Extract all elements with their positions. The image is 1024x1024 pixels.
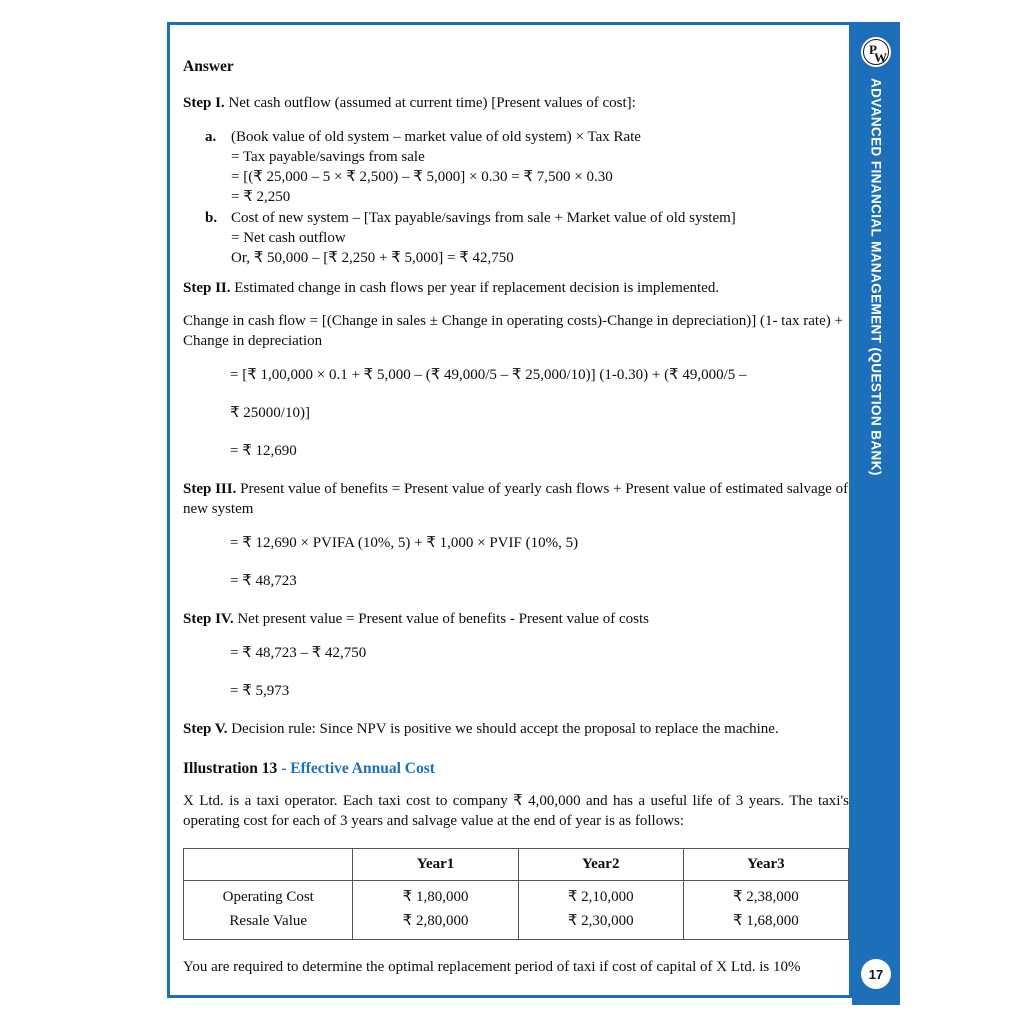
table-col-header-year2: Year2 bbox=[518, 848, 683, 880]
list-item bbox=[183, 209, 849, 269]
illustration-separator: - bbox=[277, 759, 291, 777]
page-body bbox=[183, 58, 849, 978]
step-2-equation-2: ₹ 25000/10)] bbox=[230, 405, 310, 422]
step-2-paragraph bbox=[183, 279, 849, 299]
table-header-row bbox=[184, 848, 849, 880]
step-2-text: Estimated change in cash flows per year if replacement decision is implemented. bbox=[230, 279, 720, 296]
table-cell-year3 bbox=[683, 880, 848, 939]
illustration-closing: You are required to determine the optimal replacement period of taxi if cost of capital of X Ltd. is 10% bbox=[183, 958, 801, 975]
list-item-line: Or, ₹ 50,000 – [₹ 2,250 + ₹ 5,000] = ₹ 42,750 bbox=[231, 249, 514, 266]
list-item-line: = [(₹ 25,000 – 5 × ₹ 2,500) – ₹ 5,000] × 0.30 = ₹ 7,500 × 0.30 bbox=[231, 168, 613, 185]
step-5-paragraph bbox=[183, 720, 849, 740]
answer-heading: Answer bbox=[183, 58, 234, 75]
table-col-header-year3: Year3 bbox=[683, 848, 848, 880]
list-item-body bbox=[231, 128, 849, 208]
list-item-marker: b. bbox=[205, 209, 218, 226]
page-content-frame bbox=[167, 22, 852, 998]
table-body bbox=[184, 880, 849, 939]
cell-operating-cost-year1: ₹ 1,80,000 bbox=[402, 888, 469, 905]
list-item-line: = Tax payable/savings from sale bbox=[231, 148, 425, 165]
step-3-paragraph bbox=[183, 480, 849, 520]
page-number-badge: 17 bbox=[861, 959, 891, 989]
list-item-marker: a. bbox=[205, 128, 217, 145]
spine-title bbox=[852, 78, 900, 958]
cell-resale-value-year2: ₹ 2,30,000 bbox=[567, 912, 634, 929]
logo-letter-w: W bbox=[874, 50, 887, 65]
table-col-header-year1: Year1 bbox=[353, 848, 518, 880]
step-2-formula-text: Change in cash flow = [(Change in sales ± Change in operating costs)-Change in depreciation)] (1- tax rate) + Change in depreciation bbox=[183, 313, 843, 350]
row-label-operating-cost: Operating Cost bbox=[222, 888, 314, 905]
step-2-equation-3: = ₹ 12,690 bbox=[230, 443, 297, 460]
step-5-label: Step V. bbox=[183, 720, 228, 737]
cell-resale-value-year1: ₹ 2,80,000 bbox=[402, 912, 469, 929]
table-row-labels-cell bbox=[184, 880, 353, 939]
table-col-header-blank bbox=[184, 848, 353, 880]
cell-operating-cost-year2: ₹ 2,10,000 bbox=[567, 888, 634, 905]
step-4-paragraph bbox=[183, 610, 849, 630]
step-1-paragraph bbox=[183, 94, 849, 114]
list-item-line: (Book value of old system – market value of old system) × Tax Rate bbox=[231, 128, 641, 145]
illustration-heading bbox=[183, 760, 849, 778]
illustration-title: Effective Annual Cost bbox=[290, 759, 435, 777]
cell-operating-cost-year3: ₹ 2,38,000 bbox=[733, 888, 799, 905]
list-item-line: = Net cash outflow bbox=[231, 229, 346, 246]
step-3-equation-1: = ₹ 12,690 × PVIFA (10%, 5) + ₹ 1,000 × PVIF (10%, 5) bbox=[230, 535, 579, 551]
illustration-number: Illustration 13 bbox=[183, 759, 278, 777]
step-4-equation-2: = ₹ 5,973 bbox=[230, 682, 290, 699]
book-spine bbox=[852, 22, 900, 1005]
pw-logo-icon bbox=[860, 36, 892, 68]
step-2-label: Step II. bbox=[183, 279, 231, 296]
step-3-label: Step III. bbox=[183, 481, 237, 498]
list-item-line: = ₹ 2,250 bbox=[231, 188, 291, 205]
step-4-text: Net present value = Present value of benefits - Present value of costs bbox=[233, 610, 649, 627]
table-cell-year1 bbox=[353, 880, 518, 939]
list-item-body bbox=[231, 209, 849, 269]
spine-title-text: ADVANCED FINANCIAL MANAGEMENT (QUESTION BANK) bbox=[868, 78, 884, 476]
step-4-equation-1: = ₹ 48,723 – ₹ 42,750 bbox=[230, 644, 367, 661]
table-row bbox=[184, 880, 849, 939]
table-head bbox=[184, 848, 849, 880]
step-3-text: Present value of benefits = Present value of yearly cash flows + Present value of estimated salvage of new system bbox=[183, 481, 849, 518]
step-1-text: Net cash outflow (assumed at current time) [Present values of cost]: bbox=[224, 95, 636, 111]
step-5-text: Decision rule: Since NPV is positive we should accept the proposal to replace the machine. bbox=[227, 720, 779, 737]
step-1-label: Step I. bbox=[183, 95, 225, 111]
logo-letter-p: P bbox=[869, 42, 877, 57]
table-cell-year2 bbox=[518, 880, 683, 939]
illustration-intro: X Ltd. is a taxi operator. Each taxi cost to company ₹ 4,00,000 and has a useful life of 3 years. The taxi's operating cost for each of 3 years and salvage value at the end of year is as follows: bbox=[183, 792, 849, 829]
step-3-equation-2: = ₹ 48,723 bbox=[230, 572, 297, 589]
list-item bbox=[183, 128, 849, 208]
row-label-resale-value: Resale Value bbox=[229, 912, 308, 929]
taxi-cost-table bbox=[183, 848, 849, 940]
step-2-equation-1: = [₹ 1,00,000 × 0.1 + ₹ 5,000 – (₹ 49,000/5 – ₹ 25,000/10)] (1-0.30) + (₹ 49,000/5 – bbox=[230, 367, 747, 384]
list-item-line: Cost of new system – [Tax payable/savings from sale + Market value of old system] bbox=[231, 209, 736, 226]
step-4-label: Step IV. bbox=[183, 610, 234, 627]
cell-resale-value-year3: ₹ 1,68,000 bbox=[733, 912, 799, 929]
step-1-list bbox=[183, 128, 849, 269]
